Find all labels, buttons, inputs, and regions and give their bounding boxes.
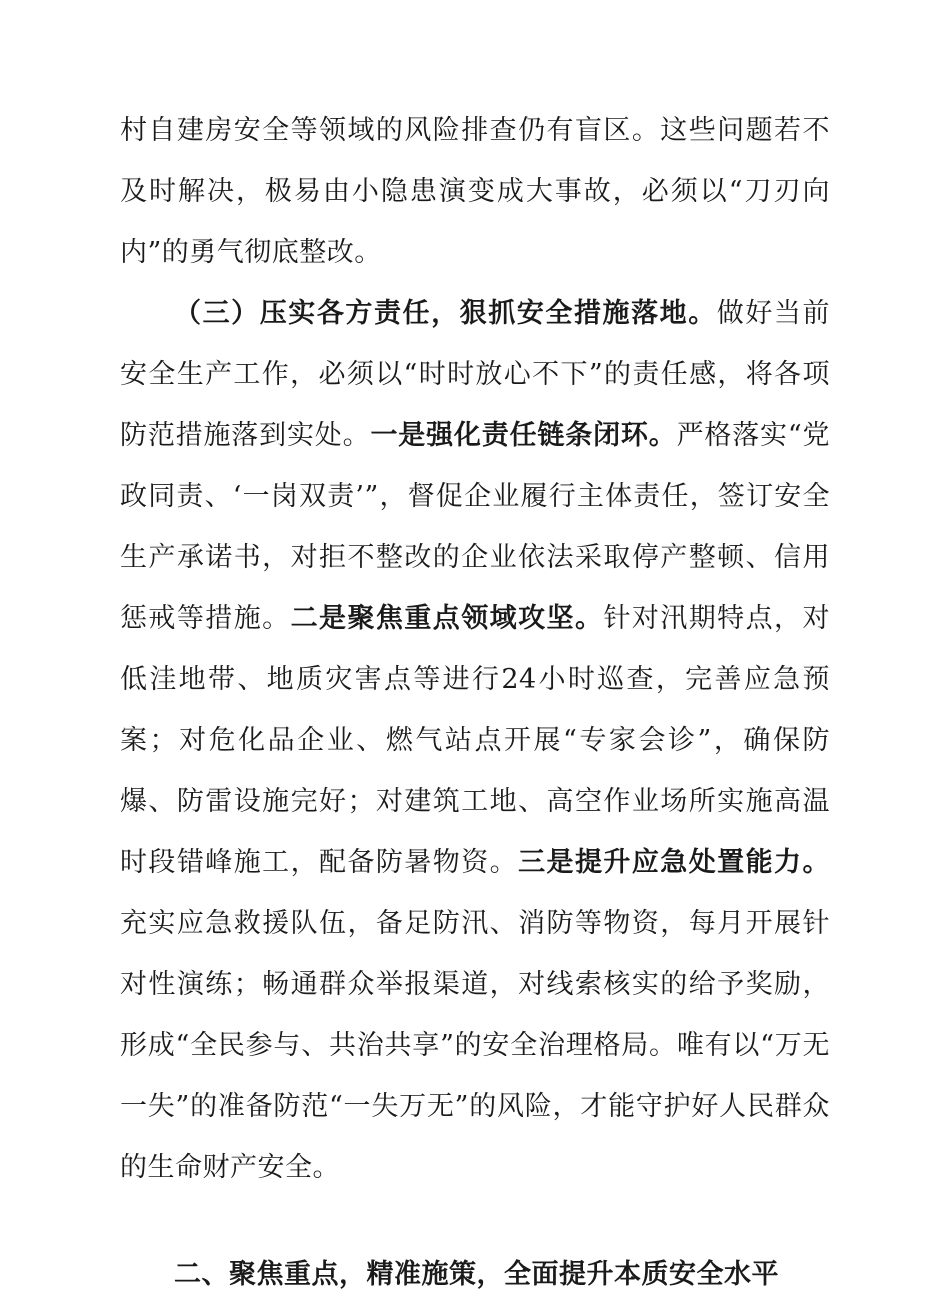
text-run-body-1: 做好当前安全生产工作，必须以“时时放心不下”的责任感，将各项防范措施落到实处。: [120, 298, 831, 451]
text-run-bold-point-three: 三是提升应急处置能力。: [518, 847, 830, 878]
text-run-body-4: 充实应急救援队伍，备足防汛、消防等物资，每月开展针对性演练；畅通群众举报渠道，对线索核实的给予奖励，形成“全民参与、共治共享”的安全治理格局。唯有以“万无一失”的准备防范“一失万无”的风险，才能守护好人民群众的生命财产安全。: [120, 908, 830, 1183]
section-heading-two: 二、聚焦重点，精准施策，全面提升本质安全水平: [174, 1259, 779, 1290]
text-run-body-2: 严格落实“党政同责、‘一岗双责’”，督促企业履行主体责任，签订安全生产承诺书，对拒不整改的企业依法采取停产整顿、信用惩戒等措施。: [120, 420, 831, 634]
document-body: [120, 100, 830, 1305]
text-run: 村自建房安全等领域的风险排查仍有盲区。这些问题若不及时解决，极易由小隐患演变成大事故，必须以“刀刃向内”的勇气彻底整改。: [120, 115, 830, 268]
text-run-bold-point-two: 二是聚焦重点领域攻坚。: [290, 603, 604, 634]
paragraph-continuation: [120, 100, 830, 283]
text-run-body-3: 针对汛期特点，对低洼地带、地质灾害点等进行24小时巡查，完善应急预案；对危化品企业、燃气站点开展“专家会诊”，确保防爆、防雷设施完好；对建筑工地、高空作业场所实施高温时段错峰施工，配备防暑物资。: [120, 603, 830, 878]
text-run-bold-section-title: （三）压实各方责任，狠抓安全措施落地。: [174, 298, 717, 329]
text-run-bold-point-one: 一是强化责任链条闭环。: [370, 420, 677, 451]
paragraph-section-three: [120, 283, 830, 1198]
